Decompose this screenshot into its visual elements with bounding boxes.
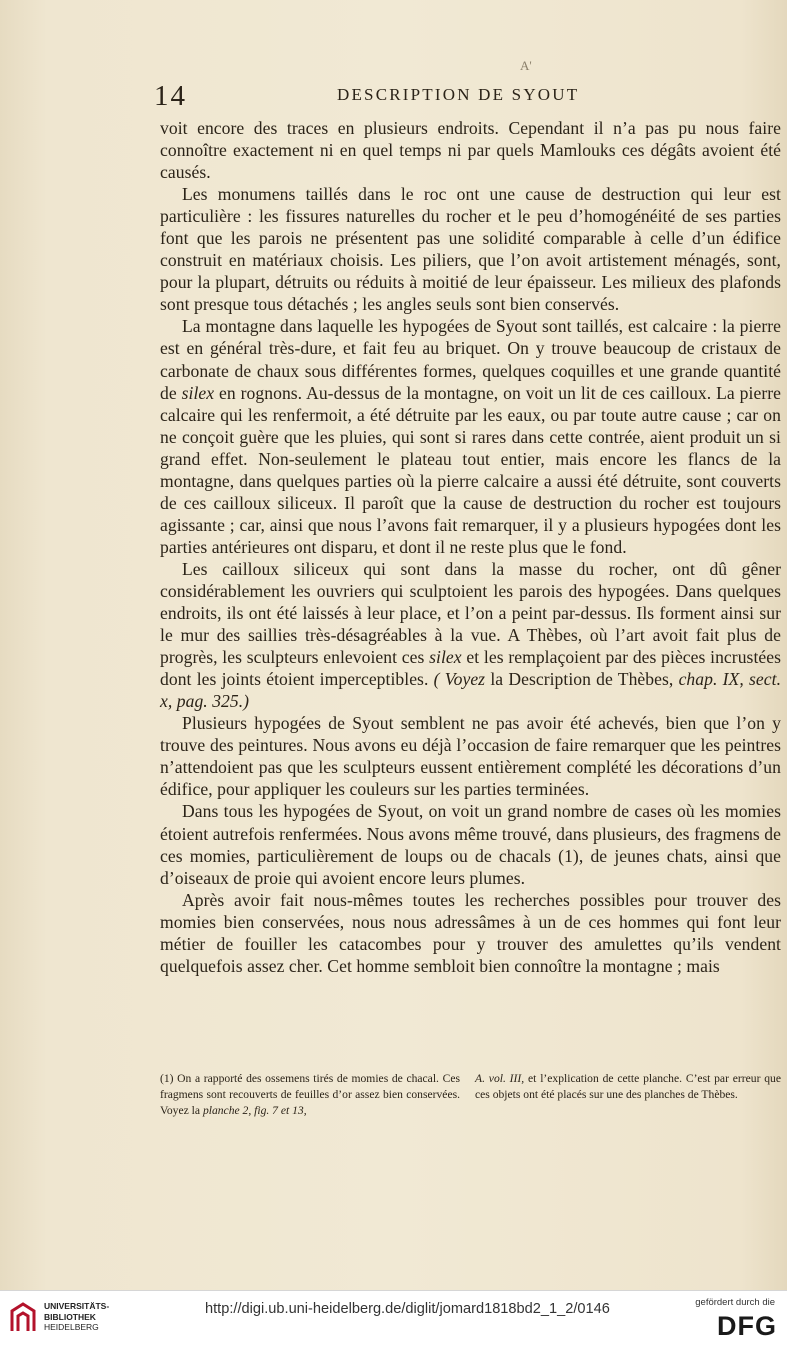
paragraph-5: Plusieurs hypogées de Syout semblent ne pas avoir été achevés, bien que l’on y trouve des peintures. Nous avons eu déjà l’occasion de faire remarquer que les peintres n’attendoient pas que les sculpteurs eussent entièrement complété les décorations d’un édifice, pour appliquer les couleurs sur les parties terminées.	[160, 713, 781, 800]
italic-silex: silex	[181, 382, 215, 403]
viewer-footer	[0, 1290, 787, 1347]
italic-silex: silex	[429, 647, 462, 668]
dfg-logo: DFG	[717, 1311, 777, 1341]
pencil-mark: A'	[520, 58, 532, 73]
university-library-logo-icon	[8, 1301, 38, 1335]
page-header	[150, 58, 770, 116]
library-name: UNIVERSITÄTS- BIBLIOTHEK HEIDELBERG	[44, 1301, 110, 1332]
paragraph-3: La montagne dans laquelle les hypogées de Syout sont taillés, est calcaire : la pierre est en général très-dure, et fait feu au briquet. On y trouve beaucoup de cristaux de carbonate de chaux sous différentes formes, quelques coquilles et une grande quantité de silex en rognons. Au-dessus de la montagne, on voit un lit de ces cailloux. La pierre calcaire qui les renfermoit, a été détruite par les eaux, ou par toute autre cause ; car on ne conçoit guère que les pluies, qui sont si rares dans cette contrée, aient produit un si grand effet. Non-seulement le plateau tout entier, mais encore les flancs de la montagne, dans quelques parties où la pierre calcaire a aussi été détruite, sont couverts de ces cailloux siliceux. Il paroît que la cause de destruction du rocher est toujours agissante ; car, ainsi que nous l’avons fait remarquer, il y a plusieurs hypogées dont les parties antérieures ont disparu, et dont il ne reste plus que le fond.	[160, 316, 781, 557]
page-number: 14	[154, 80, 187, 112]
paragraph-2: Les monumens taillés dans le roc ont une cause de destruction qui leur est particulière : les fissures naturelles du rocher et le peu d’homogénéité de ses parties font que les parois ne présentent pas une solidité comparable à celle d’un édifice construit en matériaux choisis. Les piliers, que l’on avoit artistement ménagés, sont, pour la plupart, détruits ou réduits à moitié de leur épaisseur. Les milieux des plafonds sont presque tous détachés ; les angles seuls sont bien conservés.	[160, 184, 781, 315]
paragraph-6: Dans tous les hypogées de Syout, on voit un grand nombre de cases où les momies étoient autrefois renfermées. Nous avons même trouvé, dans plusieurs, des fragmens de ces momies, particulièrement de loups ou de chacals (1), de jeunes chats, ainsi que d’oiseaux de proie qui avoient encore leurs plumes.	[160, 801, 781, 888]
paragraph-4: Les cailloux siliceux qui sont dans la masse du rocher, ont dû gêner considérablement les ouvriers qui sculptoient les parois des hypogées. Dans quelques endroits, ils ont été laissés à leur place, et l’on a peint par-dessus. Ils forment ainsi sur le mur des saillies très-désagréables à la vue. A Thèbes, où l’art avoit fait plus de progrès, les sculpteurs enlevoient ces silex et les remplaçoient par des pièces incrustées dont les joints étoient imperceptibles. ( Voyez la Description de Thèbes, chap. IX, sect. x, pag. 325.)	[160, 558, 782, 712]
footnote-left: (1) On a rapporté des ossemens tirés de momies de chacal. Ces fragmens sont recouverts de feuilles d’or assez bien conservées. Voyez la planche 2, fig. 7 et 13,	[160, 1072, 460, 1117]
running-title: DESCRIPTION DE SYOUT	[337, 85, 580, 104]
funding-note: gefördert durch die	[695, 1297, 775, 1308]
footnote	[160, 1071, 781, 1119]
paragraph-1: voit encore des traces en plusieurs endroits. Cependant il n’a pas pu nous faire connoître exactement ni en quel temps ni par quels Mamlouks ces dégâts avoient été causés.	[160, 118, 781, 183]
permalink-url[interactable]: http://digi.ub.uni-heidelberg.de/diglit/jomard1818bd2_1_2/0146	[205, 1301, 610, 1317]
body-text	[160, 117, 781, 977]
footnote-right: A. vol. III, et l’explication de cette planche. C’est par erreur que ces objets ont été placés sur une des planches de Thèbes.	[475, 1072, 781, 1101]
paragraph-7: Après avoir fait nous-mêmes toutes les recherches possibles pour trouver des momies bien conservées, nous nous adressâmes à un de ces hommes qui font leur métier de fouiller les catacombes pour y trouver des amulettes qu’ils vendent quelquefois assez cher. Cet homme sembloit bien connoître la montagne ; mais	[160, 889, 781, 976]
